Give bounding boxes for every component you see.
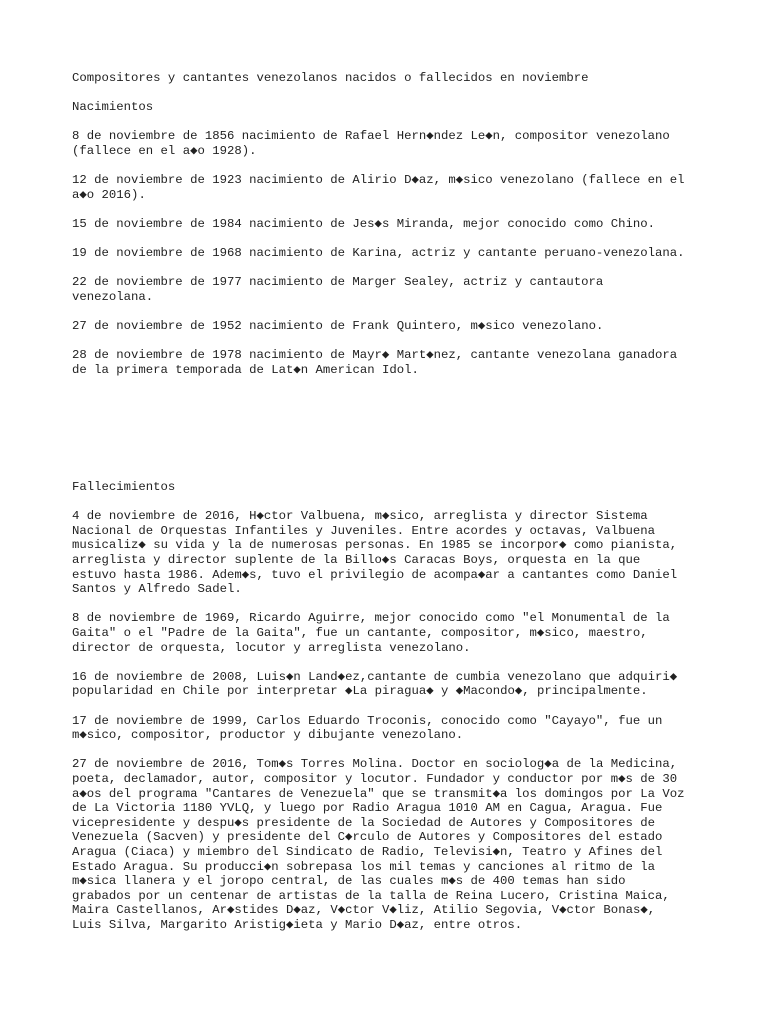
birth-entry: 27 de noviembre de 1952 nacimiento de Frank Quintero, m◆sico venezolano. bbox=[72, 319, 604, 334]
death-entry: 8 de noviembre de 1969, Ricardo Aguirre, mejor conocido como "el Monumental de la Gaita" o el "Padre de la Gaita", fue un cantante, compositor, m◆sico, maestro, director de orquesta, locutor y arreglista venezolano. bbox=[72, 611, 670, 655]
birth-entry: 22 de noviembre de 1977 nacimiento de Marger Sealey, actriz y cantautora venezolana. bbox=[72, 275, 604, 304]
death-entry: 27 de noviembre de 2016, Tom◆s Torres Molina. Doctor en sociolog◆a de la Medicina, poeta, declamador, autor, compositor y locutor. Fundador y conductor por m◆s de 30 a◆os del programa "Cantares de Venezuela" que se transmit◆a los domingos por La Voz de La Victoria 1180 YVLQ, y luego por Radio Aragua 1010 AM en Cagua, Aragua. Fue vicepresidente y despu◆s presidente de la Sociedad de Autores y Compositores de Venezuela (Sacven) y presidente del C◆rculo de Autores y Compositores del estado Aragua (Ciaca) y miembro del Sindicato de Radio, Televisi◆n, Teatro y Afines del Estado Aragua. Su producci◆n sobrepasa los mil temas y canciones al ritmo de la m◆sica llanera y el joropo central, de las cuales m◆s de 400 temas han sido grabados por un centenar de artistas de la talla de Reina Lucero, Cristina Maica, Maira Castellanos, Ar◆stides D◆az, V◆ctor V◆liz, Atilio Segovia, V◆ctor Bonas◆, Luis Silva, Margarito Aristig◆ieta y Mario D◆az, entre otros. bbox=[72, 757, 685, 932]
birth-entry: 19 de noviembre de 1968 nacimiento de Karina, actriz y cantante peruano-venezolana. bbox=[72, 246, 685, 261]
death-entry: 16 de noviembre de 2008, Luis◆n Land◆ez,cantante de cumbia venezolano que adquiri◆ popularidad en Chile por interpretar ◆La piragua◆ y ◆Macondo◆, principalmente. bbox=[72, 669, 678, 699]
birth-entry: 15 de noviembre de 1984 nacimiento de Jes◆s Miranda, mejor conocido como Chino. bbox=[72, 216, 655, 231]
births-heading: Nacimientos bbox=[72, 100, 154, 115]
death-entry: 4 de noviembre de 2016, H◆ctor Valbuena, m◆sico, arreglista y director Sistema Nacional de Orquestas Infantiles y Juveniles. Entre acordes y octavas, Valbuena musicaliz◆ su vida y la de numerosas personas. En 1985 se incorpor◆ como pianista, arreglista y director suplente de la Billo◆s Caracas Boys, orquesta en la que estuvo hasta 1986. Adem◆s, tuvo el privilegio de acompa◆ar a cantantes como Daniel Santos y Alfredo Sadel. bbox=[72, 509, 678, 597]
document-page bbox=[72, 71, 702, 947]
birth-entry: 8 de noviembre de 1856 nacimiento de Rafael Hern◆ndez Le◆n, compositor venezolano (fallece en el a◆o 1928). bbox=[72, 129, 670, 158]
death-entry: 17 de noviembre de 1999, Carlos Eduardo Troconis, conocido como "Cayayo", fue un m◆sico, compositor, productor y dibujante venezolano. bbox=[72, 713, 663, 743]
section-spacer bbox=[72, 392, 702, 480]
document-title: Compositores y cantantes venezolanos nacidos o fallecidos en noviembre bbox=[72, 71, 589, 85]
birth-entry: 28 de noviembre de 1978 nacimiento de Mayr◆ Mart◆nez, cantante venezolana ganadora de la primera temporada de Lat◆n American Idol. bbox=[72, 348, 678, 377]
birth-entry: 12 de noviembre de 1923 nacimiento de Alirio D◆az, m◆sico venezolano (fallece en el a◆o 2016). bbox=[72, 173, 685, 202]
deaths-heading: Fallecimientos bbox=[72, 480, 176, 495]
